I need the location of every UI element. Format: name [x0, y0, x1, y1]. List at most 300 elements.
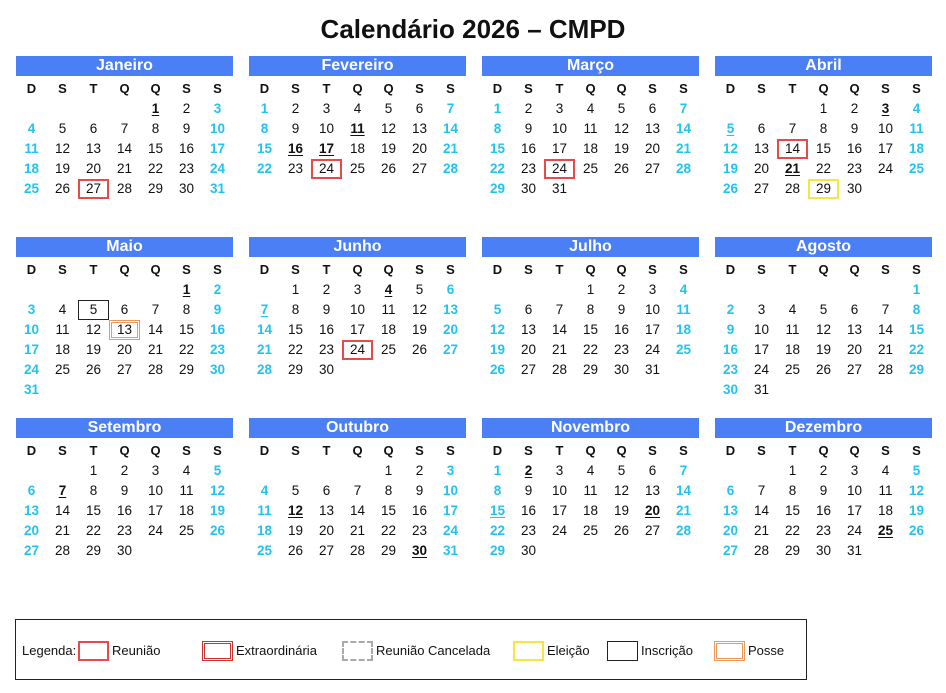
day-cell: 17 [551, 141, 568, 156]
weekday-label: S [912, 443, 921, 458]
day-cell: 2 [182, 101, 191, 116]
day-cell: 31 [442, 543, 459, 558]
day-cell: 3 [555, 463, 564, 478]
week-row [482, 99, 699, 119]
day-cell: 6 [322, 483, 331, 498]
weekday-label: S [446, 443, 455, 458]
day-cell: 14 [877, 322, 894, 337]
day-cell: 7 [788, 121, 797, 136]
day-cell: 13 [442, 302, 459, 317]
weekday-label: S [679, 443, 688, 458]
week-row [482, 280, 699, 300]
day-cell: 11 [583, 483, 598, 498]
week-row [482, 320, 699, 340]
weekday-label: S [415, 81, 424, 96]
day-cell: 13 [644, 121, 661, 136]
day-cell: 29 [178, 362, 195, 377]
day-cell: 8 [819, 121, 828, 136]
weekday-label: Q [818, 443, 829, 458]
day-cell: 31 [23, 382, 40, 397]
day-cell: 2 [524, 101, 533, 116]
empty-cell [342, 461, 373, 481]
week-row [715, 320, 932, 340]
empty-cell [746, 461, 777, 481]
day-cell: 24 [442, 523, 459, 538]
day-cell: 12 [722, 141, 739, 156]
empty-cell [47, 461, 78, 481]
weekday-label: S [679, 262, 688, 277]
day-cell: 9 [726, 322, 735, 337]
cancelada-swatch [342, 641, 373, 661]
day-cell: 25 [380, 342, 397, 357]
month-title: Julho [482, 237, 699, 257]
week-row [249, 501, 466, 521]
day-cell: 12 [209, 483, 226, 498]
empty-cell [78, 280, 109, 300]
day-cell: 5 [291, 483, 300, 498]
day-cell: 30 [613, 362, 630, 377]
weekday-label: Q [352, 262, 363, 277]
weekday-label: D [492, 443, 503, 458]
day-cell: 15 [489, 141, 506, 156]
empty-cell [249, 461, 280, 481]
weekday-label: Q [616, 262, 627, 277]
week-row [249, 481, 466, 501]
day-cell: 6 [120, 302, 129, 317]
week-row [16, 280, 233, 300]
weekday-label: S [182, 262, 191, 277]
day-cell: 9 [524, 483, 533, 498]
day-cell: 15 [908, 322, 925, 337]
day-cell: 20 [116, 342, 133, 357]
day-cell: 19 [380, 141, 397, 156]
day-cell: 28 [54, 543, 71, 558]
week-row [249, 360, 466, 380]
weekday-row [16, 441, 233, 461]
weekday-label: Q [818, 81, 829, 96]
day-cell: 27 [644, 523, 661, 538]
weekday-label: D [259, 262, 270, 277]
empty-cell [16, 280, 47, 300]
page-title: Calendário 2026 – CMPD [320, 14, 626, 44]
day-cell: 1 [586, 282, 595, 297]
day-cell: 22 [380, 523, 397, 538]
day-cell: 12 [411, 302, 428, 317]
day-cell: 8 [151, 121, 160, 136]
weekday-label: S [58, 81, 67, 96]
day-cell: 28 [877, 362, 894, 377]
day-cell: 26 [613, 523, 630, 538]
weekday-label: S [757, 262, 766, 277]
weekday-label: S [524, 262, 533, 277]
day-cell: 16 [178, 141, 195, 156]
day-cell: 9 [819, 483, 828, 498]
day-cell: 7 [120, 121, 129, 136]
day-cell: 4 [881, 463, 890, 478]
month-title: Março [482, 56, 699, 76]
day-cell: 8 [788, 483, 797, 498]
week-row [482, 360, 699, 380]
weekday-label: T [322, 262, 331, 277]
day-cell: 5 [617, 463, 626, 478]
weekday-label: Q [585, 81, 596, 96]
day-cell: 20 [23, 523, 40, 538]
week-row [16, 340, 233, 360]
day-cell: 30 [411, 543, 428, 558]
week-row [16, 320, 233, 340]
day-cell: 27 [846, 362, 863, 377]
week-row [16, 159, 233, 179]
weekday-label: Q [119, 443, 130, 458]
day-cell: 19 [613, 141, 630, 156]
day-cell: 14 [753, 503, 770, 518]
day-cell: 16 [318, 322, 335, 337]
day-cell: 17 [23, 342, 40, 357]
week-row [16, 541, 233, 561]
day-cell: 24 [209, 161, 226, 176]
empty-cell [280, 461, 311, 481]
day-cell: 30 [520, 181, 537, 196]
weekday-label: Q [585, 443, 596, 458]
day-cell: 8 [493, 483, 502, 498]
day-cell: 6 [89, 121, 98, 136]
day-cell: 11 [24, 141, 39, 156]
day-cell: 30 [846, 181, 863, 196]
reuniao-marker [544, 159, 575, 179]
legend-reuniao: Reunião [78, 620, 160, 681]
weekday-label: Q [616, 443, 627, 458]
day-cell: 2 [291, 101, 300, 116]
day-cell: 16 [287, 141, 304, 156]
week-row [482, 501, 699, 521]
day-cell: 17 [846, 503, 863, 518]
weekday-label: D [492, 81, 503, 96]
day-cell: 11 [878, 483, 893, 498]
weekday-label: S [182, 81, 191, 96]
day-cell: 28 [675, 161, 692, 176]
day-cell: 9 [524, 121, 533, 136]
day-cell: 25 [877, 523, 894, 538]
day-cell: 27 [722, 543, 739, 558]
day-cell: 3 [648, 282, 657, 297]
weekday-label: D [26, 262, 37, 277]
day-cell: 14 [256, 322, 273, 337]
day-cell: 25 [256, 543, 273, 558]
day-cell: 6 [446, 282, 455, 297]
weekday-label: S [648, 262, 657, 277]
day-cell: 25 [349, 161, 366, 176]
weekday-label: S [291, 443, 300, 458]
week-row [482, 179, 699, 199]
weekday-label: T [322, 81, 331, 96]
day-cell: 23 [722, 362, 739, 377]
day-cell: 27 [520, 362, 537, 377]
day-cell: 23 [116, 523, 133, 538]
weekday-row [715, 79, 932, 99]
day-cell: 18 [675, 322, 692, 337]
weekday-row [249, 441, 466, 461]
week-row [249, 159, 466, 179]
week-row [249, 99, 466, 119]
day-cell: 11 [785, 322, 800, 337]
day-cell: 29 [85, 543, 102, 558]
posse-marker [109, 320, 140, 340]
day-cell: 14 [442, 121, 459, 136]
day-cell: 9 [850, 121, 859, 136]
weekday-label: D [492, 262, 503, 277]
day-cell: 14 [349, 503, 366, 518]
reuniao-marker [311, 159, 342, 179]
day-cell: 13 [753, 141, 770, 156]
day-cell: 31 [846, 543, 863, 558]
day-cell: 15 [287, 322, 304, 337]
day-cell: 7 [58, 483, 67, 498]
day-cell: 6 [27, 483, 36, 498]
weekday-label: S [213, 81, 222, 96]
week-row [482, 300, 699, 320]
empty-cell [777, 280, 808, 300]
day-cell: 28 [753, 543, 770, 558]
day-cell: 9 [291, 121, 300, 136]
day-cell: 16 [613, 322, 630, 337]
day-cell: 1 [89, 463, 98, 478]
day-cell: 10 [442, 483, 459, 498]
day-cell: 9 [213, 302, 222, 317]
month-title: Maio [16, 237, 233, 257]
month-1 [16, 56, 233, 199]
weekday-label: S [446, 81, 455, 96]
weekday-row [482, 441, 699, 461]
weekday-row [249, 79, 466, 99]
day-cell: 24 [544, 159, 575, 179]
day-cell: 30 [178, 181, 195, 196]
day-cell: 1 [384, 463, 393, 478]
day-cell: 18 [23, 161, 40, 176]
month-11 [482, 418, 699, 561]
day-cell: 30 [209, 362, 226, 377]
month-title: Fevereiro [249, 56, 466, 76]
day-cell: 13 [846, 322, 863, 337]
day-cell: 24 [753, 362, 770, 377]
day-cell: 22 [287, 342, 304, 357]
eleicao-swatch [513, 641, 544, 661]
weekday-row [249, 260, 466, 280]
day-cell: 3 [27, 302, 36, 317]
weekday-label: S [446, 262, 455, 277]
day-cell: 15 [147, 141, 164, 156]
day-cell: 15 [784, 503, 801, 518]
day-cell: 8 [182, 302, 191, 317]
day-cell: 14 [777, 139, 808, 159]
week-row [16, 300, 233, 320]
empty-cell [16, 99, 47, 119]
day-cell: 25 [908, 161, 925, 176]
weekday-label: D [259, 443, 270, 458]
month-4 [715, 56, 932, 199]
day-cell: 14 [147, 322, 164, 337]
day-cell: 16 [722, 342, 739, 357]
week-row [715, 179, 932, 199]
day-cell: 7 [151, 302, 160, 317]
reuniao-swatch [78, 641, 109, 661]
day-cell: 28 [256, 362, 273, 377]
day-cell: 26 [54, 181, 71, 196]
day-cell: 11 [909, 121, 924, 136]
day-cell: 25 [784, 362, 801, 377]
month-9 [16, 418, 233, 561]
day-cell: 22 [256, 161, 273, 176]
day-cell: 3 [446, 463, 455, 478]
day-cell: 29 [784, 543, 801, 558]
day-cell: 22 [784, 523, 801, 538]
day-cell: 1 [912, 282, 921, 297]
day-cell: 15 [815, 141, 832, 156]
weekday-label: S [648, 81, 657, 96]
inscricao-marker [78, 300, 109, 320]
weekday-label: S [912, 262, 921, 277]
week-row [715, 501, 932, 521]
day-cell: 21 [442, 141, 459, 156]
extraordinaria-swatch [202, 641, 233, 661]
month-title: Dezembro [715, 418, 932, 438]
day-cell: 18 [784, 342, 801, 357]
weekday-label: S [415, 262, 424, 277]
weekday-row [16, 79, 233, 99]
day-cell: 1 [182, 282, 191, 297]
day-cell: 31 [209, 181, 226, 196]
day-cell: 23 [209, 342, 226, 357]
weekday-label: Q [383, 81, 394, 96]
legend-reuniao-cancelada: Reunião Cancelada [342, 620, 490, 681]
day-cell: 4 [353, 101, 362, 116]
month-3 [482, 56, 699, 199]
day-cell: 1 [291, 282, 300, 297]
day-cell: 21 [675, 503, 692, 518]
day-cell: 27 [644, 161, 661, 176]
day-cell: 25 [582, 161, 599, 176]
day-cell: 6 [850, 302, 859, 317]
day-cell: 26 [411, 342, 428, 357]
day-cell: 23 [846, 161, 863, 176]
month-title: Janeiro [16, 56, 233, 76]
day-cell: 12 [908, 483, 925, 498]
weekday-label: Q [818, 262, 829, 277]
day-cell: 26 [209, 523, 226, 538]
day-cell: 23 [613, 342, 630, 357]
empty-cell [777, 99, 808, 119]
day-cell: 19 [815, 342, 832, 357]
day-cell: 17 [551, 503, 568, 518]
day-cell: 10 [877, 121, 894, 136]
weekday-label: T [322, 443, 331, 458]
day-cell: 5 [415, 282, 424, 297]
day-cell: 19 [613, 503, 630, 518]
day-cell: 28 [675, 523, 692, 538]
day-cell: 27 [116, 362, 133, 377]
week-row [16, 481, 233, 501]
day-cell: 2 [213, 282, 222, 297]
day-cell: 25 [23, 181, 40, 196]
week-row [249, 280, 466, 300]
day-cell: 31 [644, 362, 661, 377]
day-cell: 1 [151, 101, 160, 116]
day-cell: 17 [349, 322, 366, 337]
day-cell: 26 [287, 543, 304, 558]
weekday-row [715, 441, 932, 461]
day-cell: 2 [617, 282, 626, 297]
day-cell: 22 [178, 342, 195, 357]
week-row [715, 541, 932, 561]
weekday-label: S [58, 443, 67, 458]
day-cell: 23 [318, 342, 335, 357]
day-cell: 28 [551, 362, 568, 377]
week-row [482, 461, 699, 481]
month-title: Outubro [249, 418, 466, 438]
day-cell: 20 [846, 342, 863, 357]
day-cell: 21 [877, 342, 894, 357]
day-cell: 27 [411, 161, 428, 176]
weekday-label: Q [150, 262, 161, 277]
day-cell: 21 [675, 141, 692, 156]
week-row [16, 501, 233, 521]
day-cell: 13 [318, 503, 335, 518]
day-cell: 29 [287, 362, 304, 377]
week-row [482, 139, 699, 159]
day-cell: 27 [23, 543, 40, 558]
day-cell: 29 [489, 181, 506, 196]
week-row [16, 521, 233, 541]
day-cell: 20 [411, 141, 428, 156]
day-cell: 18 [256, 523, 273, 538]
day-cell: 26 [815, 362, 832, 377]
day-cell: 21 [54, 523, 71, 538]
day-cell: 15 [256, 141, 273, 156]
day-cell: 12 [613, 121, 630, 136]
day-cell: 13 [722, 503, 739, 518]
weekday-label: S [881, 262, 890, 277]
day-cell: 8 [586, 302, 595, 317]
empty-cell [311, 461, 342, 481]
weekday-label: S [524, 81, 533, 96]
day-cell: 30 [815, 543, 832, 558]
day-cell: 13 [23, 503, 40, 518]
day-cell: 18 [582, 141, 599, 156]
day-cell: 3 [213, 101, 222, 116]
day-cell: 11 [350, 121, 365, 136]
weekday-label: Q [849, 262, 860, 277]
day-cell: 3 [322, 101, 331, 116]
weekday-label: Q [616, 81, 627, 96]
day-cell: 18 [178, 503, 195, 518]
day-cell: 7 [679, 101, 688, 116]
week-row [715, 481, 932, 501]
weekday-label: S [881, 81, 890, 96]
day-cell: 26 [380, 161, 397, 176]
empty-cell [870, 280, 901, 300]
day-cell: 8 [912, 302, 921, 317]
week-row [249, 461, 466, 481]
week-row [482, 541, 699, 561]
day-cell: 7 [353, 483, 362, 498]
day-cell: 20 [644, 503, 661, 518]
eleicao-marker [808, 179, 839, 199]
day-cell: 28 [147, 362, 164, 377]
day-cell: 28 [442, 161, 459, 176]
day-cell: 4 [384, 282, 393, 297]
day-cell: 10 [349, 302, 366, 317]
day-cell: 22 [908, 342, 925, 357]
day-cell: 10 [551, 483, 568, 498]
